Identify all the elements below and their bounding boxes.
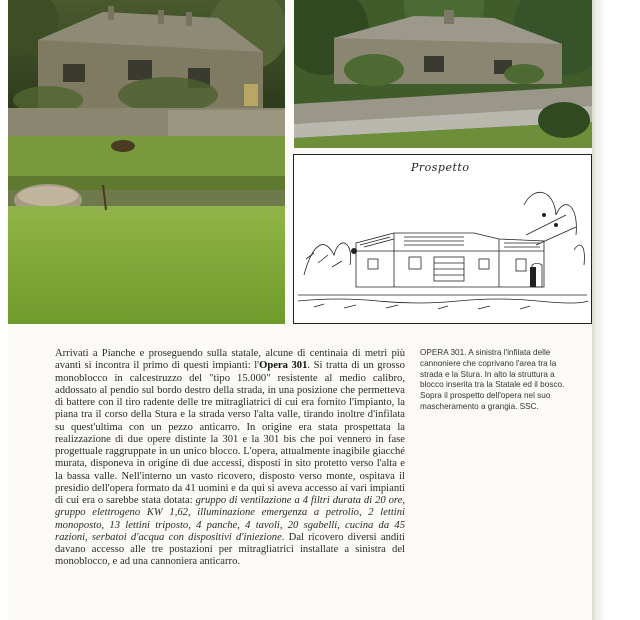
sketch-prospetto bbox=[293, 154, 592, 324]
body-paragraph-end: . Dal ricovero diversi anditi davano accesso alle tre postazioni per mitragliatrici installate a sinistra del monoblocco, e ad una cannoniera anticarro. bbox=[55, 531, 405, 568]
photo-bunker-road-image bbox=[294, 0, 592, 148]
opera-label: Opera 301 bbox=[259, 360, 308, 372]
photo-bunker-road bbox=[294, 0, 592, 148]
body-paragraph-intro: Arrivati a Pianche e proseguendo sulla statale, alcune di centinaia di metri più avanti si incontra il primo di questi impianti: l' bbox=[55, 348, 405, 372]
sketch-drawing bbox=[294, 155, 591, 323]
equipment-list: gruppo di ventilazione a 4 filtri durata di 20 ore, gruppo elettrogeno KW 1,62, illuminazione emergenza a petrolio, 2 lettini monoposto, 13 lettini triposto, 4 panche, 4 tavoli, 20 sgabelli, cucina da 45 razioni, serbatoi d'acqua con dispositivi d'iniezione bbox=[55, 495, 405, 543]
sketch-title: Prospetto bbox=[411, 161, 470, 174]
page-edge-shadow bbox=[592, 0, 640, 620]
photo-meadow-bunker bbox=[8, 0, 285, 324]
body-paragraph-main: . Si tratta di un grosso monoblocco in calcestruzzo del "tipo 15.000" resistente al medio calibro, addossato al pendio sul bordo destro della strada, in una posizione che permetteva di battere con il tiro radente delle tre mitragliatrici di cui era fornito l'impianto, la piana tra il corso della Stura e la strada verso l'alta valle, tirando inoltre d'infilata su quest'ultima con un pezzo anticarro. In origine era stata prospettata la realizzazione di due opere distinte la 301 e la 301 bis che poi vennero in fase progettuale raggruppate in un unico blocco. L'opera, attualmente inagibile giacché murata, disponeva in origine di due accessi, disposti in sito protetto verso l'alta e la bassa valle. Nell'interno un vasto ricovero, disposto verso monte, ospitava il presidio dell'opera formato da 41 uomini e da qui si aveva accesso ai vari impianti di cui era o sarebbe stata dotata: bbox=[55, 360, 405, 506]
article-body bbox=[55, 348, 405, 569]
photo-meadow-bunker-image bbox=[8, 0, 285, 324]
photo-caption: OPERA 301. A sinistra l'infilata delle cannoniere che coprivano l'area tra la strada e la Stura. In alto la struttura a blocco inserita tra la Statale ed il bosco. Sopra il prospetto dell'opera nel suo mascheramento a grangia. SSC. bbox=[420, 348, 565, 411]
